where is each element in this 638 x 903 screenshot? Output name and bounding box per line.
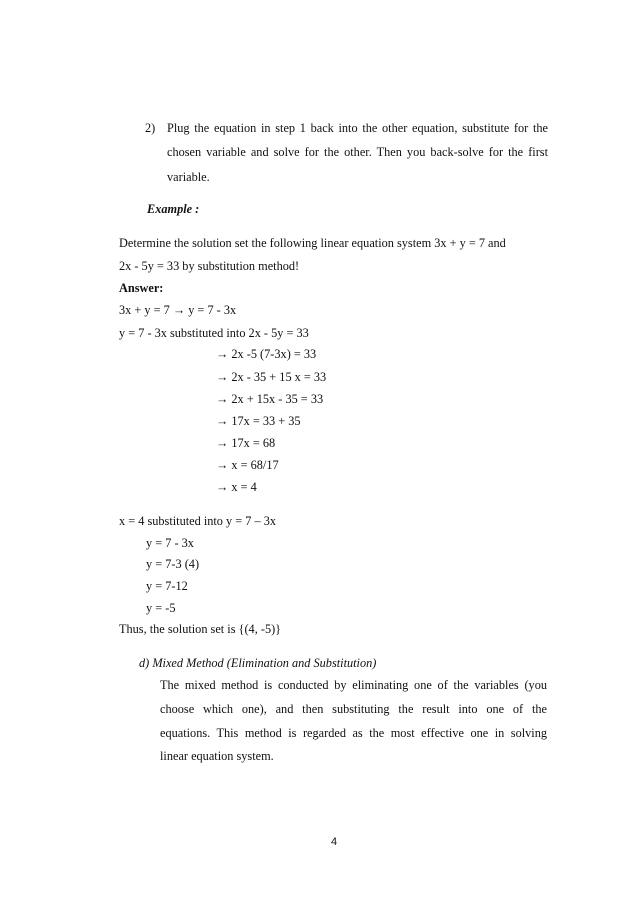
example-heading: Example : bbox=[147, 202, 200, 216]
equation-step: → 2x - 35 + 15 x = 33 bbox=[216, 370, 327, 384]
solution-conclusion: Thus, the solution set is {(4, -5)} bbox=[119, 622, 282, 636]
step-text-line: Plug the equation in step 1 back into the other equation, substitute for the bbox=[167, 121, 548, 135]
equation-step: → 2x -5 (7-3x) = 33 bbox=[216, 347, 317, 361]
section-heading: d) Mixed Method (Elimination and Substitution) bbox=[139, 656, 377, 670]
step-number: 2) bbox=[145, 121, 156, 135]
equation-step: → x = 68/17 bbox=[216, 458, 279, 472]
problem-line: 2x - 5y = 33 by substitution method! bbox=[119, 259, 300, 273]
paragraph-line: linear equation system. bbox=[160, 749, 274, 763]
equation-step: → x = 4 bbox=[216, 480, 257, 494]
equation-step: → 17x = 33 + 35 bbox=[216, 414, 301, 428]
problem-line: Determine the solution set the following linear equation system 3x + y = 7 and bbox=[119, 236, 506, 250]
step-text-line: variable. bbox=[167, 170, 210, 184]
paragraph-line: choose which one), and then substituting the result into one of the bbox=[160, 702, 547, 716]
equation-step: → 17x = 68 bbox=[216, 436, 276, 450]
paragraph-line: equations. This method is regarded as the most effective one in solving bbox=[160, 726, 547, 740]
equation-line: 3x + y = 7 → y = 7 - 3x bbox=[119, 303, 237, 317]
step-text-line: chosen variable and solve for the other. Then you back-solve for the first bbox=[167, 145, 548, 159]
y-step: y = -5 bbox=[146, 601, 176, 615]
y-step: y = 7-12 bbox=[146, 579, 188, 593]
paragraph-line: The mixed method is conducted by eliminating one of the variables (you bbox=[160, 678, 547, 692]
page-number: 4 bbox=[331, 836, 338, 848]
equation-line: y = 7 - 3x substituted into 2x - 5y = 33 bbox=[119, 326, 309, 340]
equation-step: → 2x + 15x - 35 = 33 bbox=[216, 392, 324, 406]
y-step: y = 7-3 (4) bbox=[146, 557, 200, 571]
y-step: y = 7 - 3x bbox=[146, 536, 194, 550]
answer-heading: Answer: bbox=[119, 281, 164, 295]
equation-line: x = 4 substituted into y = 7 – 3x bbox=[119, 514, 276, 528]
